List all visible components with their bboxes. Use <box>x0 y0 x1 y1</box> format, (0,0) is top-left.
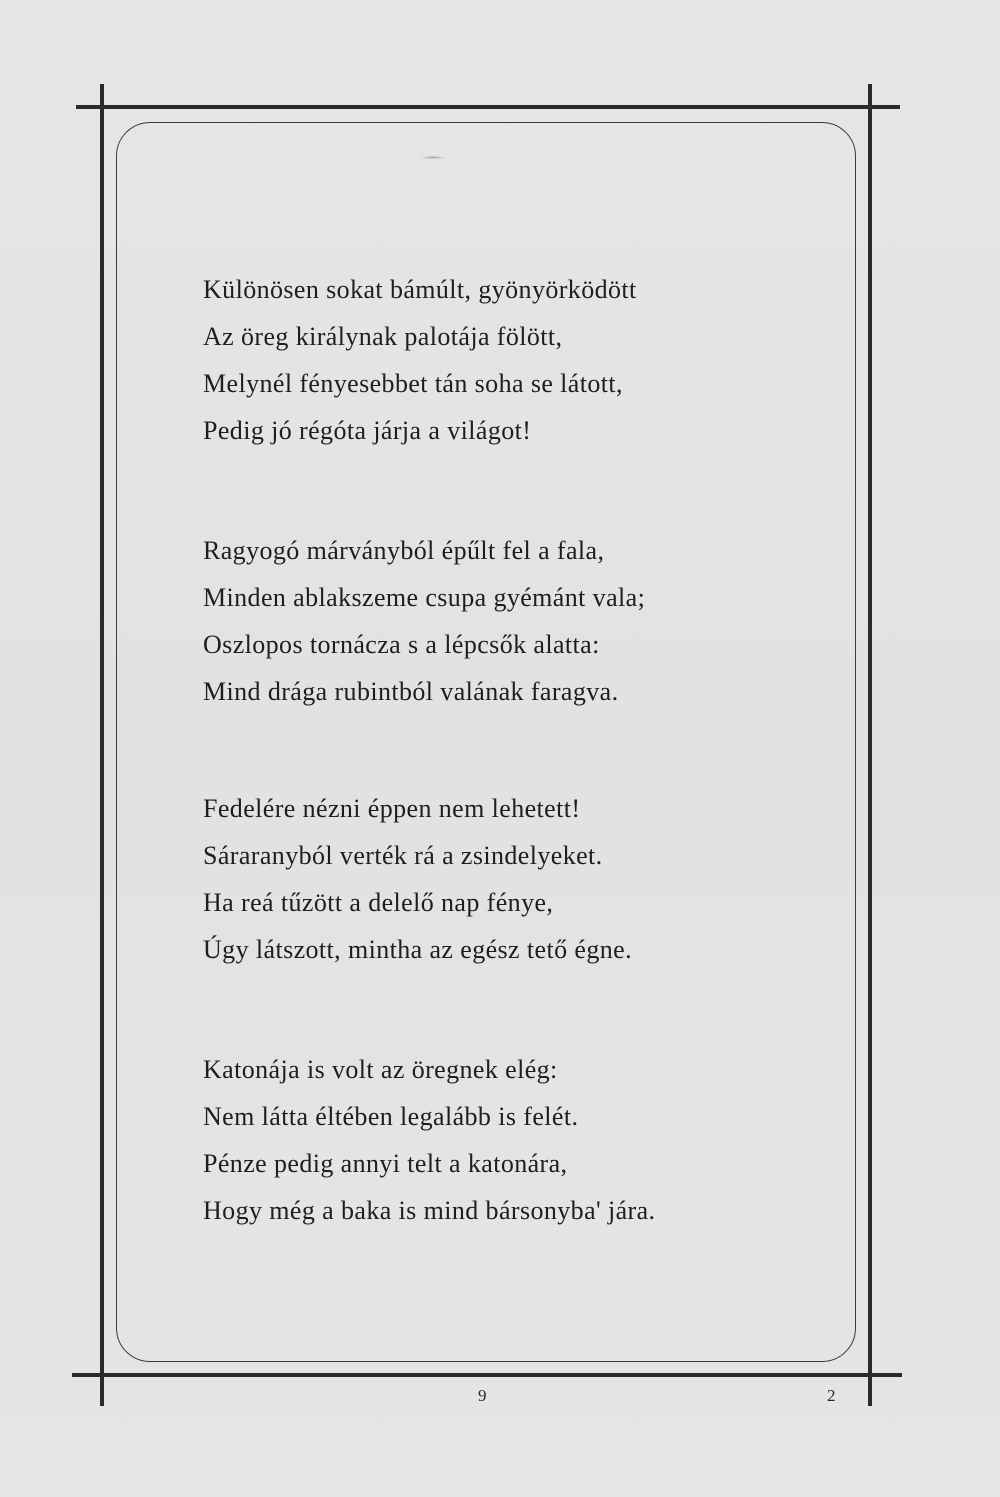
frame-top-rule <box>76 105 900 109</box>
poem-line: Hogy még a baka is mind bársonyba' jára. <box>203 1196 656 1225</box>
poem-line: Nem látta éltében legalább is felét. <box>203 1102 579 1131</box>
poem-line: Mind drága rubintból valának faragva. <box>203 677 619 706</box>
poem-line: Oszlopos tornácza s a lépcsők alatta: <box>203 630 600 659</box>
poem-line: Fedelére nézni éppen nem lehetett! <box>203 794 581 823</box>
stanza-3 <box>203 785 803 973</box>
page-number: 9 <box>478 1386 487 1405</box>
poem-line: Minden ablakszeme csupa gyémánt vala; <box>203 583 646 612</box>
poem-line: Ha reá tűzött a delelő nap fénye, <box>203 888 554 917</box>
poem-line: Sáraranyból verték rá a zsindelyeket. <box>203 841 603 870</box>
poem-line: Pénze pedig annyi telt a katonára, <box>203 1149 568 1178</box>
frame-left-rule <box>100 84 104 1406</box>
poem-line: Katonája is volt az öregnek elég: <box>203 1055 558 1084</box>
frame-bottom-rule <box>72 1373 902 1377</box>
poem-line: Melynél fényesebbet tán soha se látott, <box>203 369 623 398</box>
poem-line: Ragyogó márványból épűlt fel a fala, <box>203 536 605 565</box>
stanza-1 <box>203 266 803 454</box>
print-speck <box>420 156 446 159</box>
poem-line: Pedig jó régóta járja a világot! <box>203 416 532 445</box>
poem-line: Az öreg királynak palotája fölött, <box>203 322 563 351</box>
poem-line: Úgy látszott, mintha az egész tető égne. <box>203 935 632 964</box>
poem-line: Különösen sokat bámúlt, gyönyörködött <box>203 275 637 304</box>
stanza-4 <box>203 1046 803 1234</box>
stanza-2 <box>203 527 803 715</box>
frame-right-rule <box>868 84 872 1406</box>
signature-mark: 2 <box>827 1386 836 1405</box>
